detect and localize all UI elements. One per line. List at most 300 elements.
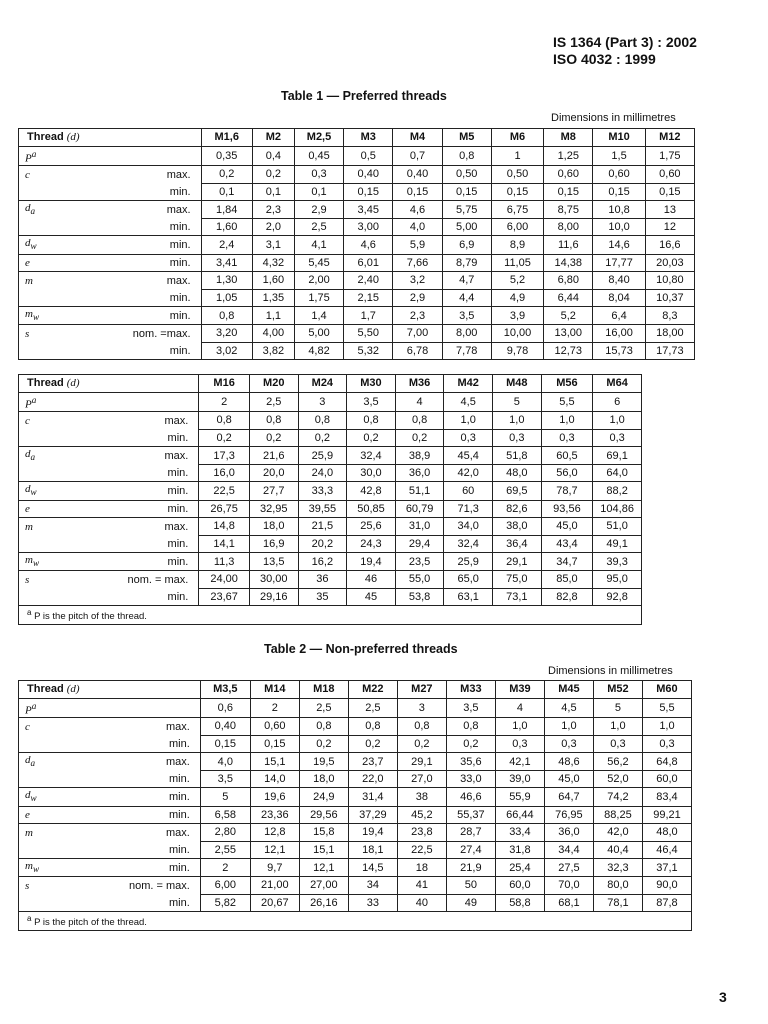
row-qualifier: max. — [59, 447, 199, 465]
table-cell: 26,16 — [299, 894, 348, 912]
property-symbol — [19, 753, 60, 771]
table-cell: 8,75 — [544, 201, 593, 219]
row-qualifier: max. — [60, 166, 202, 184]
symbol-subscript: w — [32, 558, 40, 569]
table-cell: 24,3 — [347, 535, 396, 553]
symbol-letter: d — [25, 789, 31, 802]
table-cell: 3,00 — [344, 218, 393, 236]
row-qualifier: min. — [59, 535, 199, 553]
table-cell: 10,0 — [593, 218, 645, 236]
table-cell: 51,0 — [593, 518, 642, 536]
table-cell: 10,8 — [593, 201, 645, 219]
table-cell: 42,0 — [444, 464, 493, 482]
table-cell: 2,15 — [344, 289, 393, 307]
table-cell: 0,3 — [294, 166, 343, 184]
property-symbol — [19, 877, 60, 895]
symbol-letter: P — [25, 704, 32, 717]
table-cell: 80,0 — [593, 877, 642, 895]
table-cell: 53,8 — [395, 588, 444, 606]
column-header: M1,6 — [201, 129, 252, 147]
table-cell: 14,0 — [250, 770, 299, 788]
table-cell: 6,00 — [200, 877, 250, 895]
property-symbol — [19, 236, 60, 254]
table-cell: 4,7 — [442, 272, 491, 290]
table-cell: 12,8 — [250, 824, 299, 842]
table-cell: 55,9 — [495, 788, 544, 806]
symbol-letter: e — [25, 502, 30, 515]
table-cell: 11,05 — [491, 254, 543, 272]
table-cell: 73,1 — [493, 588, 542, 606]
table-cell: 15,1 — [299, 841, 348, 859]
table-cell: 3,9 — [491, 307, 543, 325]
table-cell: 71,3 — [444, 500, 493, 518]
table-cell: 55,37 — [446, 806, 495, 824]
table-cell: 17,3 — [199, 447, 250, 465]
row-qualifier: max. — [60, 272, 202, 290]
table-cell: 6,4 — [593, 307, 645, 325]
table-cell: 1,0 — [593, 412, 642, 430]
table-cell: 0,60 — [593, 166, 645, 184]
table-row — [19, 272, 695, 290]
column-header: M8 — [544, 129, 593, 147]
table-cell: 4,32 — [252, 254, 294, 272]
row-qualifier: min. — [59, 806, 200, 824]
table-2-caption: Table 2 — Non-preferred threads — [264, 642, 458, 656]
symbol-letter: c — [25, 720, 30, 733]
table-cell: 99,21 — [642, 806, 691, 824]
property-symbol — [19, 307, 60, 325]
table-cell: 23,7 — [348, 753, 397, 771]
table-cell: 0,40 — [393, 166, 442, 184]
table-cell: 37,29 — [348, 806, 397, 824]
table-cell: 4 — [495, 698, 544, 718]
symbol-subscript: w — [30, 241, 37, 252]
table-cell: 0,60 — [645, 166, 694, 184]
table-row — [19, 894, 692, 912]
table-row — [19, 571, 642, 589]
property-symbol — [19, 272, 60, 290]
table-cell: 0,6 — [200, 698, 250, 718]
table-row — [19, 447, 642, 465]
table-cell: 38,0 — [493, 518, 542, 536]
table-cell: 104,86 — [593, 500, 642, 518]
table-cell: 14,6 — [593, 236, 645, 254]
table-cell: 5,32 — [344, 342, 393, 360]
table-cell: 0,3 — [541, 429, 593, 447]
table-cell: 15,73 — [593, 342, 645, 360]
table-cell: 3 — [397, 698, 446, 718]
table-cell: 45,0 — [541, 518, 593, 536]
table-cell: 39,0 — [495, 770, 544, 788]
symbol-subscript: w — [32, 312, 40, 323]
column-header: M60 — [642, 681, 691, 699]
table-cell: 0,35 — [201, 146, 252, 166]
table-cell: 3,82 — [252, 342, 294, 360]
table-cell: 1,30 — [201, 272, 252, 290]
table-cell: 27,5 — [544, 859, 593, 877]
table-cell: 92,8 — [593, 588, 642, 606]
table-cell: 16,2 — [298, 553, 347, 571]
table-cell: 0,60 — [544, 166, 593, 184]
thread-symbol: (d) — [66, 377, 80, 390]
table-cell: 0,8 — [298, 412, 347, 430]
table-cell: 23,36 — [250, 806, 299, 824]
table-cell: 1,25 — [544, 146, 593, 166]
table-cell: 0,2 — [299, 735, 348, 753]
row-qualifier: min. — [59, 841, 200, 859]
table-cell: 63,1 — [444, 588, 493, 606]
table-row — [19, 535, 642, 553]
table-cell: 1,75 — [294, 289, 343, 307]
property-symbol — [19, 894, 60, 912]
table-cell: 5,00 — [294, 325, 343, 343]
table-cell: 3 — [298, 392, 347, 412]
symbol-letter: m — [25, 274, 33, 287]
symbol-letter: P — [25, 398, 32, 411]
property-symbol — [19, 588, 60, 606]
table-cell: 16,6 — [645, 236, 694, 254]
table-cell: 5,75 — [442, 201, 491, 219]
table-cell: 32,3 — [593, 859, 642, 877]
row-qualifier: min. — [59, 500, 199, 518]
row-qualifier: min. — [60, 289, 202, 307]
table-cell: 33 — [348, 894, 397, 912]
property-symbol — [19, 482, 60, 500]
symbol-letter: d — [25, 448, 31, 461]
symbol-letter: m — [25, 860, 33, 873]
table-cell: 19,4 — [347, 553, 396, 571]
table-cell: 1,1 — [252, 307, 294, 325]
table-cell: 32,4 — [347, 447, 396, 465]
table-cell: 0,1 — [201, 183, 252, 201]
table-cell: 5,5 — [541, 392, 593, 412]
table-cell: 50 — [446, 877, 495, 895]
page-number: 3 — [719, 989, 727, 1005]
table-cell: 9,7 — [250, 859, 299, 877]
table-cell: 1,84 — [201, 201, 252, 219]
row-qualifier — [60, 146, 202, 166]
table-cell: 31,4 — [348, 788, 397, 806]
table-2-dimensions-note: Dimensions in millimetres — [548, 665, 673, 677]
table-cell: 0,15 — [491, 183, 543, 201]
row-qualifier: max. — [59, 753, 200, 771]
table-cell: 48,0 — [493, 464, 542, 482]
table-cell: 74,2 — [593, 788, 642, 806]
table-cell: 6,80 — [544, 272, 593, 290]
table-cell: 2,5 — [348, 698, 397, 718]
column-header: M5 — [442, 129, 491, 147]
table-cell: 48,0 — [642, 824, 691, 842]
table-cell: 45 — [347, 588, 396, 606]
table-cell: 3,5 — [347, 392, 396, 412]
table-cell: 0,3 — [593, 429, 642, 447]
table-cell: 0,40 — [200, 718, 250, 736]
table-cell: 82,6 — [493, 500, 542, 518]
table-cell: 11,3 — [199, 553, 250, 571]
table-cell: 22,5 — [397, 841, 446, 859]
table-cell: 33,4 — [495, 824, 544, 842]
table-cell: 49,1 — [593, 535, 642, 553]
table-cell: 60,0 — [495, 877, 544, 895]
table-cell: 4,82 — [294, 342, 343, 360]
property-symbol — [19, 770, 60, 788]
table-cell: 0,8 — [347, 412, 396, 430]
table-cell: 5 — [493, 392, 542, 412]
table-cell: 88,2 — [593, 482, 642, 500]
symbol-letter: s — [25, 879, 30, 892]
table-cell: 1,0 — [544, 718, 593, 736]
table-cell: 0,8 — [395, 412, 444, 430]
table-cell: 23,8 — [397, 824, 446, 842]
table-cell: 82,8 — [541, 588, 593, 606]
table-cell: 4,6 — [344, 236, 393, 254]
table-row — [19, 553, 642, 571]
table-cell: 6 — [593, 392, 642, 412]
thread-header — [19, 129, 202, 147]
table-cell: 93,56 — [541, 500, 593, 518]
table-cell: 3,20 — [201, 325, 252, 343]
table-cell: 0,15 — [250, 735, 299, 753]
table-cell: 76,95 — [544, 806, 593, 824]
table-row — [19, 841, 692, 859]
row-qualifier: min. — [59, 788, 200, 806]
table-row — [19, 289, 695, 307]
property-symbol — [19, 412, 60, 430]
table-cell: 6,78 — [393, 342, 442, 360]
table-row — [19, 806, 692, 824]
table-cell: 5,9 — [393, 236, 442, 254]
table-cell: 0,45 — [294, 146, 343, 166]
table-cell: 68,1 — [544, 894, 593, 912]
table-cell: 1,4 — [294, 307, 343, 325]
footnote-mark: a — [27, 608, 32, 618]
table-row — [19, 236, 695, 254]
table-cell: 34,4 — [544, 841, 593, 859]
table-cell: 0,8 — [299, 718, 348, 736]
table-cell: 14,1 — [199, 535, 250, 553]
thread-label: Thread — [27, 683, 64, 696]
table-cell: 0,7 — [393, 146, 442, 166]
table-cell: 21,9 — [446, 859, 495, 877]
table-cell: 1,0 — [593, 718, 642, 736]
table-cell: 10,80 — [645, 272, 694, 290]
table-cell: 10,37 — [645, 289, 694, 307]
row-qualifier: min. — [59, 429, 199, 447]
table-cell: 5,5 — [642, 698, 691, 718]
table-cell: 0,2 — [252, 166, 294, 184]
table-cell: 2,40 — [344, 272, 393, 290]
table-row — [19, 325, 695, 343]
table-cell: 6,75 — [491, 201, 543, 219]
table-cell: 28,7 — [446, 824, 495, 842]
column-header: M10 — [593, 129, 645, 147]
table-row — [19, 877, 692, 895]
table-row — [19, 824, 692, 842]
table-cell: 56,2 — [593, 753, 642, 771]
table-cell: 0,15 — [645, 183, 694, 201]
thread-symbol: (d) — [66, 131, 80, 144]
table-cell: 29,4 — [395, 535, 444, 553]
table-cell: 1,35 — [252, 289, 294, 307]
table-cell: 18,0 — [299, 770, 348, 788]
table-cell: 45,2 — [397, 806, 446, 824]
table-cell: 14,5 — [348, 859, 397, 877]
row-qualifier: min. — [60, 342, 202, 360]
table-cell: 60,0 — [642, 770, 691, 788]
property-symbol — [19, 218, 60, 236]
property-symbol — [19, 841, 60, 859]
table-row — [19, 412, 642, 430]
table-cell: 23,5 — [395, 553, 444, 571]
table-cell: 2 — [199, 392, 250, 412]
symbol-letter: c — [25, 168, 30, 181]
table-cell: 40 — [397, 894, 446, 912]
row-qualifier: max. — [60, 201, 202, 219]
table-cell: 4,5 — [544, 698, 593, 718]
row-qualifier: nom. =max. — [60, 325, 202, 343]
table-cell: 1,7 — [344, 307, 393, 325]
table-cell: 33,0 — [446, 770, 495, 788]
table-cell: 0,2 — [446, 735, 495, 753]
table-cell: 17,73 — [645, 342, 694, 360]
table-cell: 2,55 — [200, 841, 250, 859]
header-row — [19, 375, 642, 393]
table-cell: 39,55 — [298, 500, 347, 518]
row-qualifier: min. — [60, 254, 202, 272]
property-symbol — [19, 859, 60, 877]
property-symbol — [19, 698, 60, 718]
table-cell: 2,9 — [294, 201, 343, 219]
table-cell: 31,8 — [495, 841, 544, 859]
column-header: M2 — [252, 129, 294, 147]
row-qualifier — [59, 698, 200, 718]
table-row — [19, 429, 642, 447]
table-cell: 2,5 — [299, 698, 348, 718]
table-cell: 6,44 — [544, 289, 593, 307]
column-header: M27 — [397, 681, 446, 699]
table-cell: 25,9 — [444, 553, 493, 571]
row-qualifier: max. — [59, 824, 200, 842]
table-cell: 0,1 — [294, 183, 343, 201]
table-cell: 45,4 — [444, 447, 493, 465]
column-header: M39 — [495, 681, 544, 699]
table-cell: 19,5 — [299, 753, 348, 771]
table-cell: 3,5 — [442, 307, 491, 325]
table-cell: 0,3 — [495, 735, 544, 753]
table-cell: 0,3 — [544, 735, 593, 753]
table-cell: 3,02 — [201, 342, 252, 360]
row-qualifier: nom. = max. — [59, 877, 200, 895]
row-qualifier: min. — [59, 482, 199, 500]
table-cell: 35,6 — [446, 753, 495, 771]
symbol-letter: P — [25, 152, 32, 165]
table-cell: 10,00 — [491, 325, 543, 343]
table-cell: 18,0 — [249, 518, 298, 536]
column-header: M56 — [541, 375, 593, 393]
table-row — [19, 464, 642, 482]
table-cell: 21,00 — [250, 877, 299, 895]
table-cell: 1 — [491, 146, 543, 166]
table-cell: 4 — [395, 392, 444, 412]
table-cell: 6,01 — [344, 254, 393, 272]
column-header: M30 — [347, 375, 396, 393]
table-cell: 5,00 — [442, 218, 491, 236]
table-cell: 69,1 — [593, 447, 642, 465]
table-cell: 1,60 — [201, 218, 252, 236]
table-cell: 38,9 — [395, 447, 444, 465]
table-cell: 0,2 — [395, 429, 444, 447]
table-cell: 65,0 — [444, 571, 493, 589]
table-cell: 95,0 — [593, 571, 642, 589]
symbol-subscript: w — [32, 864, 40, 875]
table-cell: 0,2 — [348, 735, 397, 753]
symbol-letter: s — [25, 573, 30, 586]
table-cell: 0,8 — [446, 718, 495, 736]
property-symbol — [19, 447, 60, 465]
table-cell: 49 — [446, 894, 495, 912]
table-cell: 4,1 — [294, 236, 343, 254]
table-1-part-2 — [18, 374, 642, 625]
table-cell: 37,1 — [642, 859, 691, 877]
table-cell: 0,15 — [544, 183, 593, 201]
table-cell: 9,78 — [491, 342, 543, 360]
symbol-subscript: a — [30, 758, 36, 769]
table-cell: 8,9 — [491, 236, 543, 254]
table-row — [19, 753, 692, 771]
table-cell: 20,67 — [250, 894, 299, 912]
standard-number-is: IS 1364 (Part 3) : 2002 — [553, 34, 697, 50]
table-cell: 55,0 — [395, 571, 444, 589]
table-cell: 16,0 — [199, 464, 250, 482]
table-cell: 29,16 — [249, 588, 298, 606]
property-symbol — [19, 183, 60, 201]
table-cell: 0,2 — [347, 429, 396, 447]
footnote-row — [19, 606, 642, 625]
table-cell: 46 — [347, 571, 396, 589]
table-cell: 56,0 — [541, 464, 593, 482]
property-symbol — [19, 518, 60, 536]
symbol-subscript: w — [30, 487, 37, 498]
row-qualifier: min. — [60, 218, 202, 236]
table-cell: 23,67 — [199, 588, 250, 606]
table-cell: 0,3 — [642, 735, 691, 753]
column-header: M3 — [344, 129, 393, 147]
column-header: M12 — [645, 129, 694, 147]
property-symbol — [19, 146, 60, 166]
table-cell: 8,79 — [442, 254, 491, 272]
table-cell: 2,00 — [294, 272, 343, 290]
table-cell: 8,3 — [645, 307, 694, 325]
table-cell: 51,8 — [493, 447, 542, 465]
table-cell: 78,7 — [541, 482, 593, 500]
column-header: M4 — [393, 129, 442, 147]
table-cell: 5,2 — [491, 272, 543, 290]
table-cell: 2,3 — [393, 307, 442, 325]
symbol-superscript: a — [31, 394, 37, 405]
row-qualifier: min. — [60, 236, 202, 254]
column-header: M33 — [446, 681, 495, 699]
thread-symbol: (d) — [66, 683, 80, 696]
table-cell: 5,50 — [344, 325, 393, 343]
table-cell: 25,4 — [495, 859, 544, 877]
table-cell: 0,1 — [252, 183, 294, 201]
table-row — [19, 183, 695, 201]
table-row — [19, 518, 642, 536]
table-cell: 24,0 — [298, 464, 347, 482]
table-cell: 13 — [645, 201, 694, 219]
table-cell: 1,05 — [201, 289, 252, 307]
table-row — [19, 770, 692, 788]
